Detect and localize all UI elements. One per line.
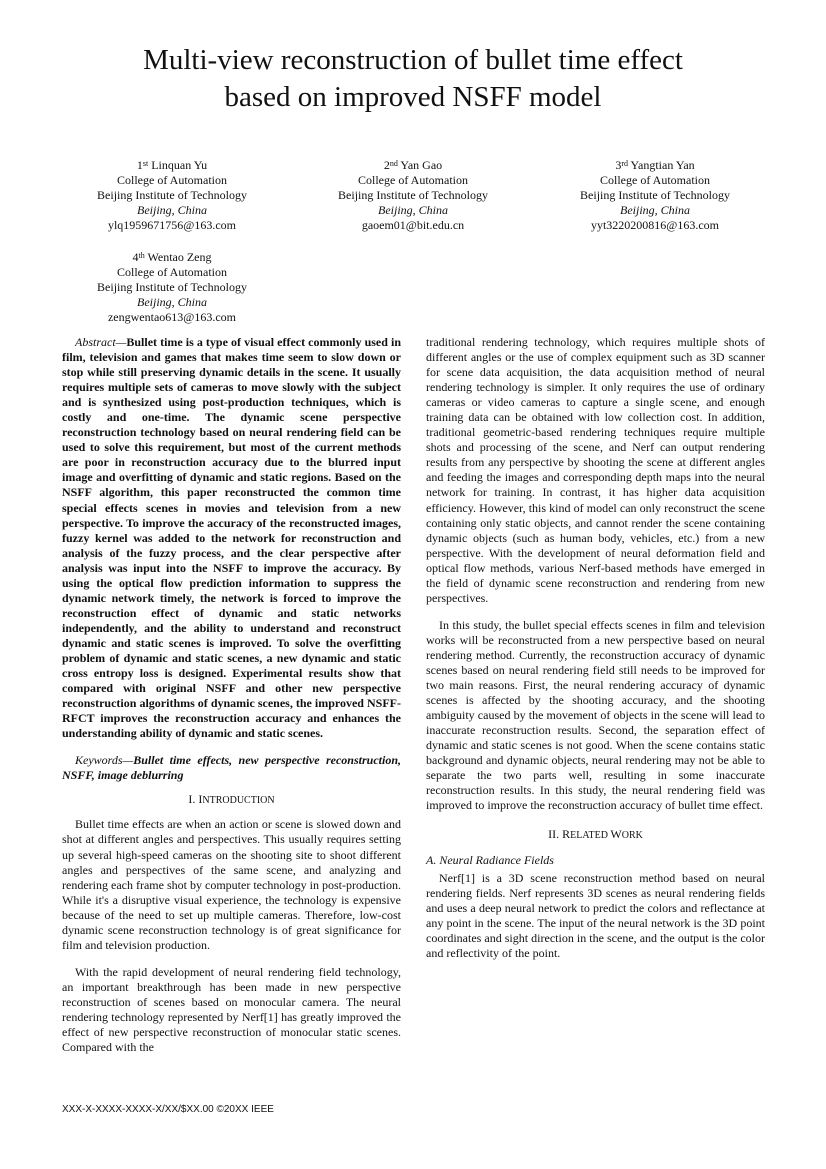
author-block-1	[57, 158, 287, 233]
keywords: Keywords—Bullet time effects, new perspective reconstruction, NSFF, image deblurring	[62, 753, 401, 783]
author-block-2	[298, 158, 528, 233]
author-email[interactable]: gaoem01@bit.edu.cn	[361, 218, 465, 232]
author-city: Beijing, China	[378, 203, 448, 217]
author-city: Beijing, China	[137, 295, 207, 309]
author-city: Beijing, China	[620, 203, 690, 217]
body-paragraph-continued: traditional rendering technology, which requires multiple shots of different angles or the use of complex equipment such as 3D scanner for scene data acquisition, the data acquisition method of neural rendering technology is simpler. It only requires the use of ordinary cameras or video cameras to capture a single scene, and enough training data can be obtained with low collection cost. In addition, traditional geometric-based rendering techniques require multiple shots and processing of the scene, and Nerf can output rendering results from any perspective by shooting the scene at different angles and feeding the images and corresponding depth maps into the neural network for training. In contrast, it has higher data acquisition efficiency. However, this kind of model can only reconstruct the scene containing only static objects, and cannot render the scene containing dynamic objects (such as human body, vehicles, etc.) from a new perspective. With the development of neural deformation field and optical flow methods, various Nerf-based methods have emerged in the field of dynamic scene reconstruction and rendering from new perspectives.	[426, 335, 765, 605]
nerf-paragraph: Nerf[1] is a 3D scene reconstruction method based on neural rendering fields. Nerf represents 3D scenes as neural rendering fields and uses a deep neural network to predict the colors and reflectance at any point in the scene. The input of the neural network is the 3D point coordinates and sight direction in the scene, and the output is the color and reflectivity of the point.	[426, 870, 765, 960]
author-institution: Beijing Institute of Technology	[97, 280, 247, 294]
author-dept: College of Automation	[117, 173, 227, 187]
author-name: 4th Wentao Zeng	[132, 250, 212, 264]
author-email[interactable]: zengwentao613@163.com	[107, 310, 236, 324]
title-line-1: Multi-view reconstruction of bullet time effect	[143, 44, 683, 76]
author-dept: College of Automation	[117, 265, 227, 279]
intro-paragraph-2: With the rapid development of neural rendering field technology, an important breakthrough has been made in new perspective reconstruction of scenes based on monocular camera. The neural rendering technology represented by Nerf[1] has greatly improved the effect of new perspective reconstruction of monocular static scenes. Compared with the	[62, 964, 401, 1055]
author-dept: College of Automation	[358, 173, 468, 187]
author-email[interactable]: ylq1959671756@163.com	[107, 218, 237, 232]
author-email[interactable]: yyt3220200816@163.com	[590, 218, 720, 232]
body-paragraph: In this study, the bullet special effects scenes in film and television works will be reconstructed from a new perspective based on neural rendering method. Currently, the reconstruction accuracy of dynamic scenes based on neural rendering field still needs to be improved for two main reasons. First, the neural rendering accuracy of dynamic scenes is affected by the shooting accuracy, and the shooting ambiguity caused by the movement of objects in the scene will lead to inaccurate reconstruction results. Second, the separation effect of dynamic and static scenes is not good. When the scene contains static background and dynamic objects, neural rendering may not be able to separate the two parts well, resulting in some inaccurate reconstruction results. In this study, the neural rendering field was improved to improve the reconstruction accuracy of bullet time effect.	[426, 617, 765, 813]
author-name: 1st Linquan Yu	[136, 158, 208, 172]
author-name: 3rd Yangtian Yan	[615, 158, 695, 172]
intro-paragraph-1: Bullet time effects are when an action or scene is slowed down and shot at different angles and perspectives. This usually requires setting up several high-speed cameras on the shooting site to shoot different angles and perspectives of the same scene, and analyzing and rendering each frame shot by computer technology in post-production. While it's a disruptive visual experience, the technology is expensive because of the need to set up multiple cameras. Therefore, low-cost dynamic scene reconstruction technology is of great significance for film and television production.	[62, 817, 401, 952]
author-block-3	[540, 158, 770, 233]
abstract: Abstract—Bullet time is a type of visual effect commonly used in film, television and games that makes time seem to slow down or stop while still preserving dynamic details in the scene. It usually requires multiple sets of cameras to move slowly with the subject and is synthesized using post-production techniques, which is costly and one-time. The dynamic scene perspective reconstruction technology based on neural rendering field can be used to solve this requirement, but most of the current methods are poor in reconstruction accuracy due to the blurred input image and overfitting of dynamic and static regions. Based on the NSFF algorithm, this paper reconstructed the common time special effects scenes in movies and television from a new perspective. To improve the accuracy of the reconstructed images, fuzzy kernel was added to the network for reconstruction and analysis of the fuzzy process, and the clear perspective after analysis was input into the NSFF to improve the accuracy. By using the optical flow prediction information to suppress the dynamic network timely, the network is forced to improve the reconstruction effect of dynamic and static networks independently, and the ability to understand and reconstruct dynamic and static scenes is improved. To solve the overfitting problem of dynamic and static scenes, a new dynamic and static cross entropy loss is designed. Experimental results show that compared with original NSFF and other new perspective reconstruction algorithms of dynamic scenes, the improved NSFF-RFCT improves the reconstruction accuracy and enhances the understanding ability of dynamic and static scenes.	[62, 335, 401, 741]
left-column	[62, 335, 401, 1055]
author-name: 2nd Yan Gao	[383, 158, 443, 172]
section-heading-related-work: II. RELATED WORK	[548, 827, 643, 842]
author-block-4	[57, 250, 287, 325]
author-institution: Beijing Institute of Technology	[97, 188, 247, 202]
author-city: Beijing, China	[137, 203, 207, 217]
author-institution: Beijing Institute of Technology	[338, 188, 488, 202]
right-column	[426, 335, 765, 961]
section-heading-introduction: I. INTRODUCTION	[188, 792, 275, 807]
copyright-footer: XXX-X-XXXX-XXXX-X/XX/$XX.00 ©20XX IEEE	[62, 1104, 274, 1115]
paper-title	[40, 42, 786, 116]
author-dept: College of Automation	[600, 173, 710, 187]
author-institution: Beijing Institute of Technology	[580, 188, 730, 202]
title-line-2: based on improved NSFF model	[224, 81, 602, 113]
subsection-heading-nerf: A. Neural Radiance Fields	[426, 852, 554, 867]
